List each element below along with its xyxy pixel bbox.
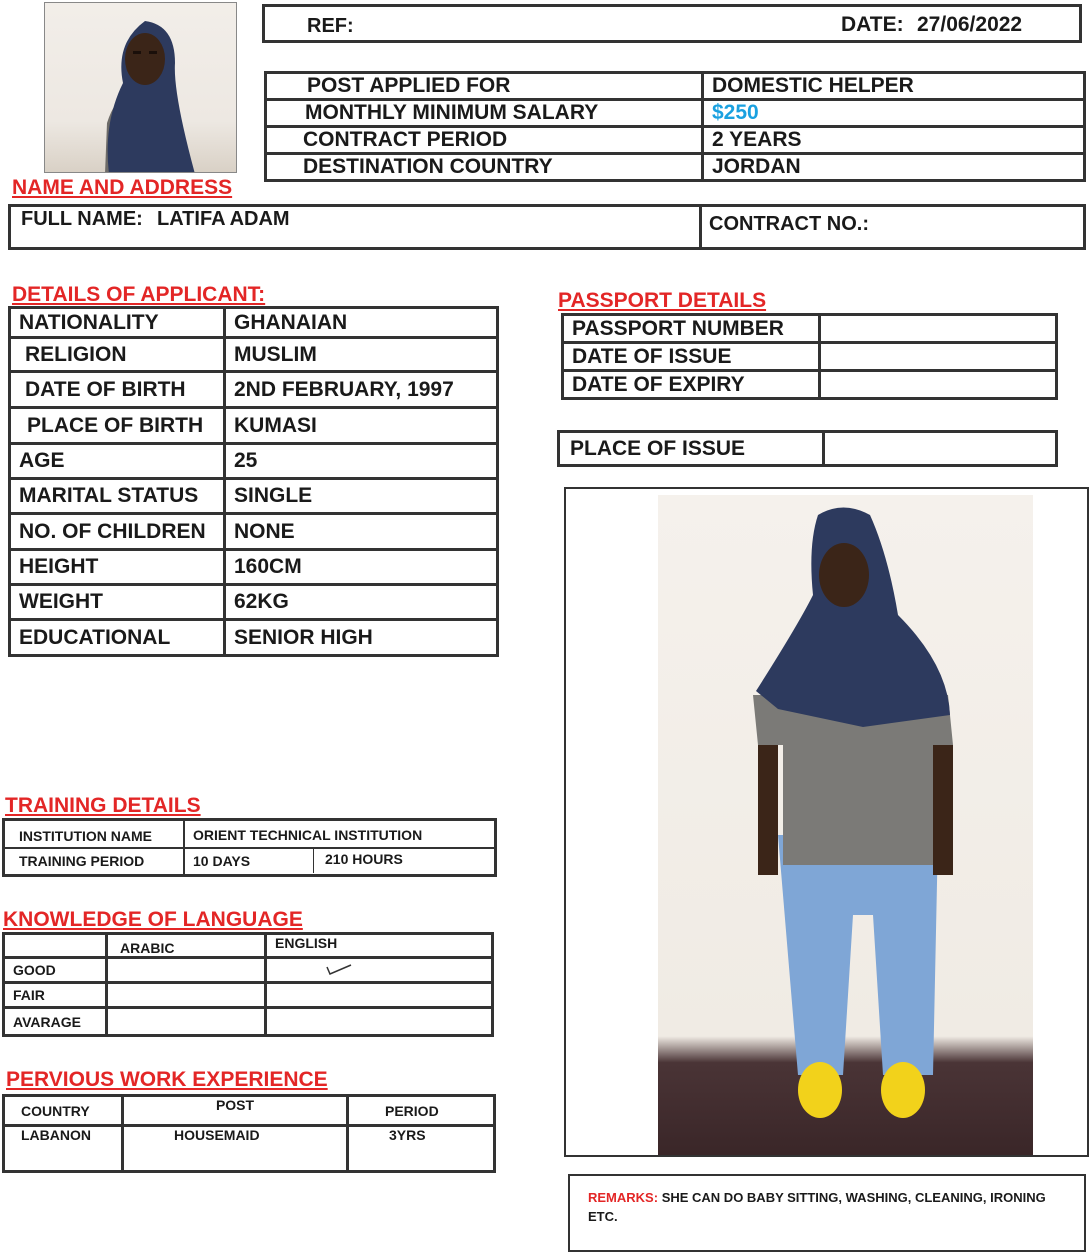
place-issue-label: PLACE OF ISSUE: [559, 432, 824, 466]
weight-label: WEIGHT: [10, 585, 225, 620]
average-arabic: [107, 1008, 266, 1036]
post-applied-value: DOMESTIC HELPER: [703, 73, 1085, 100]
full-photo-frame: [564, 487, 1089, 1157]
religion-label: RELIGION: [10, 338, 225, 372]
remarks-box: [568, 1174, 1086, 1252]
training-days: 10 DAYS: [193, 853, 251, 869]
exp-period: 3YRS: [348, 1126, 495, 1172]
arabic-col: ARABIC: [107, 934, 266, 958]
destination-value: JORDAN: [703, 154, 1085, 181]
weight-value: 62KG: [225, 585, 498, 620]
name-divider: [699, 207, 702, 247]
destination-label: DESTINATION COUNTRY: [266, 154, 703, 181]
ref-date-box: [262, 4, 1082, 43]
language-corner: [4, 934, 107, 958]
training-period-label: TRAINING PERIOD: [19, 853, 145, 869]
remarks-text: SHE CAN DO BABY SITTING, WASHING, CLEANING, IRONING ETC.: [588, 1190, 1046, 1224]
job-details-table: [264, 71, 1086, 182]
date-issue-label: DATE OF ISSUE: [563, 343, 820, 371]
contract-period-value: 2 YEARS: [703, 127, 1085, 154]
salary-label: MONTHLY MINIMUM SALARY: [266, 100, 703, 127]
dob-label: DATE OF BIRTH: [10, 372, 225, 408]
average-english: [266, 1008, 493, 1036]
full-length-photo: [658, 495, 1033, 1155]
average-label: AVARAGE: [4, 1008, 107, 1036]
training-h-line: [5, 847, 494, 849]
good-english: [266, 958, 493, 983]
full-name-value: LATIFA ADAM: [157, 208, 290, 230]
experience-heading: PERVIOUS WORK EXPERIENCE: [6, 1068, 328, 1091]
passport-number-label: PASSPORT NUMBER: [563, 315, 820, 343]
training-v-line-2: [313, 849, 314, 873]
language-table: [2, 932, 494, 1037]
place-issue-table: [557, 430, 1058, 467]
name-address-heading: NAME AND ADDRESS: [12, 176, 233, 199]
passport-photo: [44, 2, 237, 173]
remarks-text-block: [588, 1188, 1066, 1226]
applicant-portrait-icon: [45, 3, 237, 173]
institution-value: ORIENT TECHNICAL INSTITUTION: [193, 827, 423, 843]
nationality-label: NATIONALITY: [10, 308, 225, 338]
contract-no-label: CONTRACT NO.:: [709, 213, 869, 235]
full-name-label: FULL NAME:: [21, 208, 143, 230]
dob-value: 2ND FEBRUARY, 1997: [225, 372, 498, 408]
place-issue-value: [824, 432, 1057, 466]
pob-label: PLACE OF BIRTH: [10, 408, 225, 444]
period-col: PERIOD: [348, 1096, 495, 1126]
applicant-full-figure-icon: [658, 495, 1033, 1155]
passport-table: [561, 313, 1058, 400]
good-label: GOOD: [4, 958, 107, 983]
good-arabic: [107, 958, 266, 983]
height-label: HEIGHT: [10, 550, 225, 585]
salary-value: $250: [703, 100, 1085, 127]
date-value: 27/06/2022: [917, 13, 1023, 36]
religion-value: MUSLIM: [225, 338, 498, 372]
fair-english: [266, 983, 493, 1008]
height-value: 160CM: [225, 550, 498, 585]
exp-post: HOUSEMAID: [123, 1126, 348, 1172]
applicant-heading: DETAILS OF APPLICANT:: [12, 283, 266, 306]
date-expiry-label: DATE OF EXPIRY: [563, 371, 820, 399]
check-mark-icon: [325, 962, 355, 976]
fair-arabic: [107, 983, 266, 1008]
pob-value: KUMASI: [225, 408, 498, 444]
marital-label: MARITAL STATUS: [10, 479, 225, 514]
training-box: [2, 818, 497, 877]
children-value: NONE: [225, 514, 498, 550]
post-applied-label: POST APPLIED FOR: [266, 73, 703, 100]
post-col: POST: [123, 1096, 348, 1126]
training-hours: 210 HOURS: [325, 851, 403, 867]
children-label: NO. OF CHILDREN: [10, 514, 225, 550]
applicant-table: [8, 306, 499, 657]
marital-value: SINGLE: [225, 479, 498, 514]
training-heading: TRAINING DETAILS: [5, 794, 201, 817]
fair-label: FAIR: [4, 983, 107, 1008]
age-value: 25: [225, 444, 498, 479]
training-v-line: [183, 821, 185, 874]
experience-table: [2, 1094, 496, 1173]
nationality-value: GHANAIAN: [225, 308, 498, 338]
language-heading: KNOWLEDGE OF LANGUAGE: [3, 908, 303, 931]
exp-country: LABANON: [4, 1126, 123, 1172]
age-label: AGE: [10, 444, 225, 479]
ref-label: REF:: [307, 15, 354, 37]
country-col: COUNTRY: [4, 1096, 123, 1126]
passport-number-value: [820, 315, 1057, 343]
date-issue-value: [820, 343, 1057, 371]
institution-label: INSTITUTION NAME: [19, 828, 152, 844]
english-col: ENGLISH: [266, 934, 493, 958]
education-value: SENIOR HIGH: [225, 620, 498, 656]
remarks-label: REMARKS:: [588, 1190, 659, 1205]
education-label: EDUCATIONAL: [10, 620, 225, 656]
date-expiry-value: [820, 371, 1057, 399]
date-label: DATE:: [841, 13, 904, 36]
name-box: [8, 204, 1086, 250]
passport-heading: PASSPORT DETAILS: [558, 289, 767, 312]
contract-period-label: CONTRACT PERIOD: [266, 127, 703, 154]
